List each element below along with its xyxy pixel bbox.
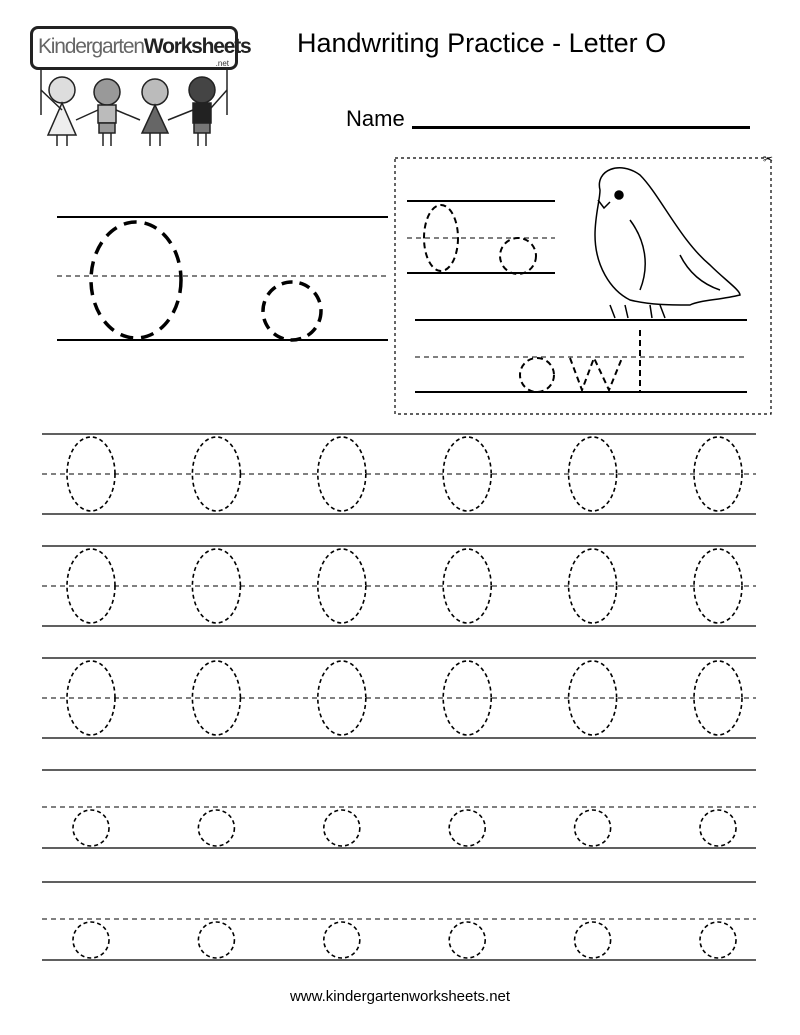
owl-icon [595, 168, 740, 318]
logo-text-part1: Kindergarten [38, 35, 144, 58]
trace-lowercase-o [700, 810, 736, 846]
logo [30, 26, 251, 70]
trace-lowercase-o [449, 810, 485, 846]
trace-lowercase-o [700, 922, 736, 958]
name-label: Name [346, 106, 405, 131]
trace-lowercase-o [449, 922, 485, 958]
trace-lowercase-o [73, 922, 109, 958]
model-letters [57, 217, 388, 340]
picture-word-box [395, 152, 773, 414]
page-title: Handwriting Practice - Letter O [297, 28, 667, 58]
trace-lowercase-o [198, 922, 234, 958]
logo-text-part2: Worksheets [143, 35, 251, 58]
trace-lowercase-o [73, 810, 109, 846]
footer-url: www.kindergartenworksheets.net [289, 988, 511, 1005]
trace-lowercase-o [575, 922, 611, 958]
scissors-icon: ✂ [763, 152, 774, 166]
practice-rows [42, 434, 756, 960]
logo-suffix: .net [215, 59, 229, 68]
trace-lowercase-o [324, 810, 360, 846]
name-field[interactable] [412, 126, 750, 129]
trace-lowercase-o [575, 810, 611, 846]
trace-lowercase-o [198, 810, 234, 846]
trace-lowercase-o [324, 922, 360, 958]
kids-illustration [41, 70, 227, 146]
